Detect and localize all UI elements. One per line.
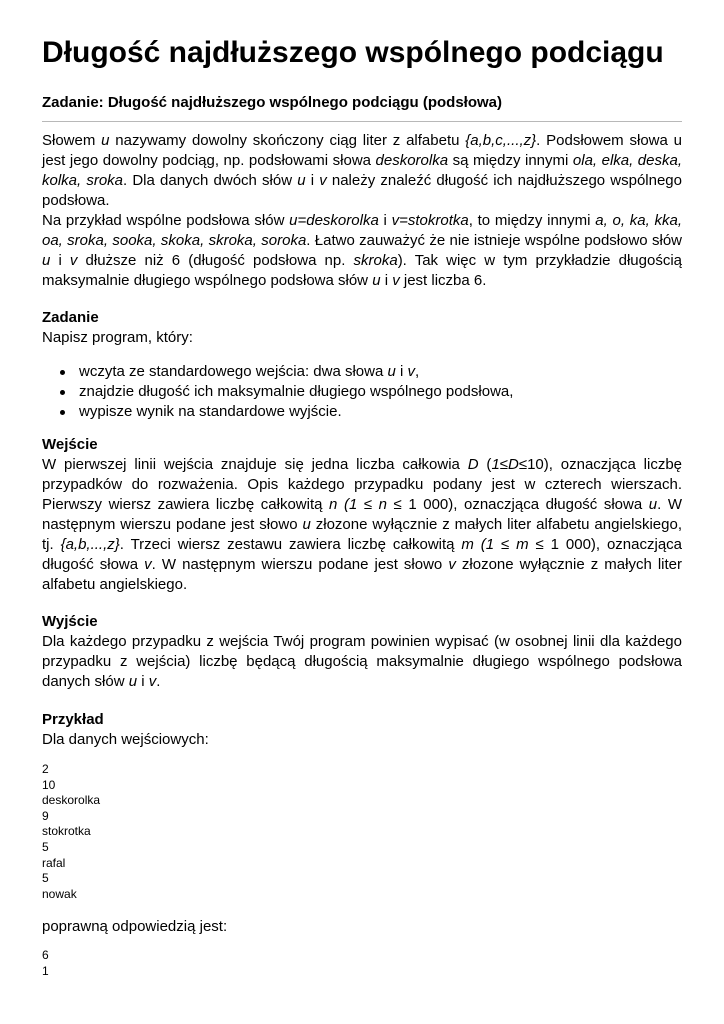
emphasis: D [467, 456, 479, 473]
text-line: tj. {a,b,...,z}. Trzeci wiersz zestawu zawiera liczbę całkowitą m (1 ≤ m ≤ 1 000), oznaczjąca [42, 536, 682, 553]
text-line: Na przykład wspólne podsłowa słów u=deskorolka i v=stokrotka, to między innymi a, o, ka, kka, [42, 212, 682, 229]
output-heading: Wyjście [42, 613, 98, 630]
emphasis: u [297, 172, 306, 189]
intro-paragraph [42, 131, 682, 291]
code-line: 1 [42, 963, 49, 978]
emphasis: m (1 ≤ m ≤ [461, 536, 544, 553]
text-line: Słowem u nazywamy dowolny skończony ciąg liter z alfabetu {a,b,c,...,z}. Podsłowem słowa u [42, 132, 682, 149]
text-line: następnym wierszu podane jest słowo u złozone wyłącznie z małych liter alfabetu angielskiego, [42, 516, 682, 533]
text-line: maksymalnie długiego wspólnego podsłowa słów u i v jest liczba 6. [42, 272, 487, 289]
emphasis: u [101, 132, 110, 149]
emphasis: a, o, ka, kka, [595, 212, 682, 229]
emphasis: v [69, 252, 78, 269]
text-line: długość słowa v. W następnym wierszu podane jest słowo v złozone wyłącznie z małych liter [42, 556, 683, 573]
text-line: danych słów u i v. [42, 673, 161, 690]
bullet-icon [60, 390, 65, 395]
task-lead: Napisz program, który: [42, 329, 193, 346]
emphasis: 1≤D≤ [491, 456, 528, 473]
code-line: 5 [42, 839, 49, 854]
text-line: jest jego dowolny podciąg, np. podsłowami słowa deskorolka są między innymi ola, elka, deska, [42, 152, 683, 169]
emphasis: skroka [353, 252, 398, 269]
emphasis: u=deskorolka [289, 212, 379, 229]
example-heading: Przykład [42, 711, 104, 728]
emphasis: v [448, 556, 456, 573]
example-output-block [42, 948, 49, 979]
code-line: 5 [42, 871, 49, 886]
list-item: znajdzie długość ich maksymalnie długiego wspólnego podsłowa, [42, 382, 513, 402]
text-line: przypadków do rozważenia. Opis każdego przypadku podany jest w czterech wierszach. [42, 476, 682, 493]
text-line: Dla każdego przypadku z wejścia Twój program powinien wypisać (w osobnej linii dla każdego [42, 633, 682, 650]
example-input-label: Dla danych wejściowych: [42, 731, 209, 748]
emphasis: n (1 ≤ n ≤ [329, 496, 402, 513]
page-title: Długość najdłuższego wspólnego podciągu [42, 36, 664, 69]
code-line: 10 [42, 777, 56, 792]
list-item: wczyta ze standardowego wejścia: dwa słowa u i v, [42, 362, 513, 382]
text-line: alfabetu angielskiego. [42, 576, 188, 593]
emphasis: {a,b,c,...,z} [465, 132, 537, 149]
code-line: nowak [42, 886, 77, 901]
code-line: deskorolka [42, 793, 101, 808]
emphasis: v [319, 172, 327, 189]
emphasis: u [42, 252, 51, 269]
emphasis: ola, elka, deska, [572, 152, 683, 169]
emphasis: deskorolka [375, 152, 449, 169]
text-line: Pierwszy wiersz zawiera liczbę całkowitą n (1 ≤ n ≤ 1 000), oznaczjąca długość słowa u. W [42, 496, 682, 513]
task-subtitle: Zadanie: Długość najdłuższego wspólnego podciągu (podsłowa) [42, 94, 503, 111]
emphasis: v [392, 272, 400, 289]
example-input-block [42, 762, 100, 902]
emphasis: v [148, 673, 157, 690]
list-item: wypisze wynik na standardowe wyjście. [42, 402, 513, 422]
code-line: rafal [42, 855, 66, 870]
bullet-icon [60, 410, 65, 415]
divider [42, 121, 682, 122]
code-line: 6 [42, 948, 49, 962]
emphasis: kolka, sroka [42, 172, 124, 189]
emphasis: u [387, 363, 396, 380]
task-bullet-list [42, 362, 513, 422]
code-line: 9 [42, 808, 49, 823]
text-line: podsłowa. [42, 192, 110, 209]
text-line: kolka, sroka. Dla danych dwóch słów u i v należy znaleźć długość ich najdłuższego wspólnego [42, 172, 682, 189]
emphasis: u [648, 496, 658, 513]
code-line: stokrotka [42, 824, 91, 839]
example-output-label: poprawną odpowiedzią jest: [42, 918, 228, 935]
code-line: 2 [42, 762, 49, 776]
text-line: oa, sroka, sooka, skoka, skroka, soroka. Łatwo zauważyć że nie istnieje wspólne podsłowo słów [42, 232, 682, 249]
emphasis: u [372, 272, 381, 289]
text-line: przypadku z wejścia) liczbę będącą długością maksymalnie długiego wspólnego podsłowa [42, 653, 682, 670]
task-heading: Zadanie [42, 309, 99, 326]
emphasis: v [144, 556, 152, 573]
output-description [42, 632, 682, 692]
bullet-icon [60, 370, 65, 375]
emphasis: u [128, 673, 138, 690]
emphasis: u [302, 516, 311, 533]
text-line: u i v dłuższe niż 6 (długość podsłowa np. skroka). Tak więc w tym przykładzie długością [42, 252, 682, 269]
input-description [42, 455, 682, 595]
emphasis: v=stokrotka [391, 212, 469, 229]
emphasis: v [407, 363, 415, 380]
input-heading: Wejście [42, 436, 98, 453]
text-line: W pierwszej linii wejścia znajduje się jedna liczba całkowia D (1≤D≤10), oznaczjąca liczbę [42, 456, 683, 473]
emphasis: oa, sroka, sooka, skoka, skroka, soroka [42, 232, 307, 249]
emphasis: {a,b,...,z} [60, 536, 120, 553]
